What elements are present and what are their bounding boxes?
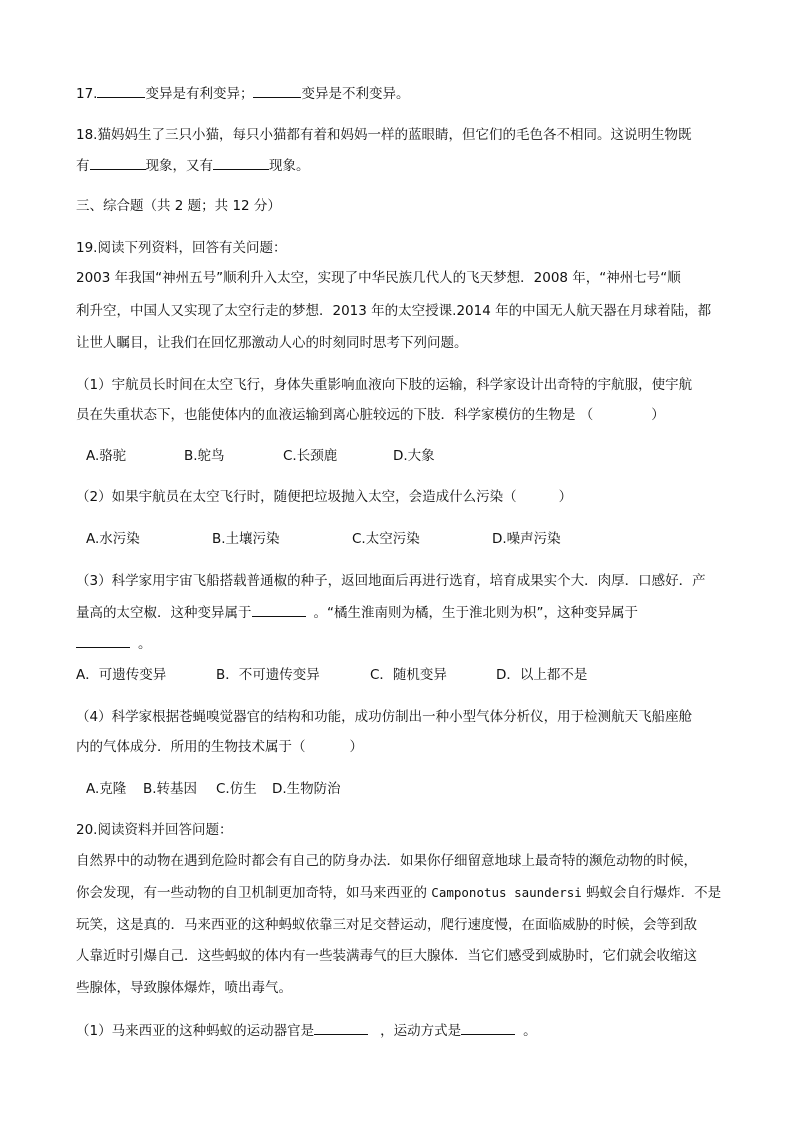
question-18-line2 [76, 155, 310, 176]
question-17 [76, 83, 409, 104]
question-text: 员在失重状态下，也能使体内的血液运输到离心脏较远的下肢．科学家模仿的生物是 （ [76, 407, 594, 423]
answer-blank[interactable] [97, 83, 145, 98]
material-paragraph-line: 些腺体，导致腺体爆炸，喷出毒气。 [76, 980, 292, 996]
material-paragraph-line: 人靠近时引爆自己．这些蚂蚁的体内有一些装满毒气的巨大腺体．当它们感受到威胁时，它们就会收缩这 [76, 948, 697, 964]
material-paragraph-line [76, 883, 721, 903]
question-text: （2）如果宇航员在太空飞行时，随便把垃圾抛入太空，会造成什么污染（ [76, 489, 517, 505]
option-b[interactable]: B.土壤污染 [212, 531, 280, 547]
material-paragraph-line: 自然界中的动物在遇到危险时都会有自己的防身办法．如果你仔细留意地球上最奇特的濒危动物的时候， [76, 853, 697, 869]
material-paragraph-line: 让世人瞩目，让我们在回忆那激动人心的时刻同时思考下列问题。 [76, 335, 468, 351]
question-text: 变异是不利变异。 [301, 86, 410, 102]
material-paragraph-line: 利升空，中国人又实现了太空行走的梦想．2013 年的太空授课.2014 年的中国无人航天器在月球着陆，都 [76, 303, 712, 319]
option-c[interactable]: C.太空污染 [352, 531, 420, 547]
question-20-sub1 [76, 1020, 537, 1041]
paren-close: ） [558, 489, 573, 505]
subquestion-1-line1: （1）宇航员长时间在太空飞行，身体失重影响血液向下肢的运输，科学家设计出奇特的宇航服，使宇航 [76, 377, 693, 393]
subquestion-4-line2 [76, 737, 363, 757]
question-text: 现象。 [269, 158, 310, 174]
species-name: Camponotus saundersi [431, 885, 582, 900]
paren-close: ） [349, 739, 363, 755]
material-paragraph-line: 2003 年我国“神州五号”顺利升入太空，实现了中华民族几代人的飞天梦想．2008 年，“神州七号“顺 [76, 270, 681, 286]
question-text: 。 [523, 1023, 537, 1039]
subquestion-3-line2 [76, 602, 638, 623]
option-b[interactable]: B.转基因 [143, 781, 198, 797]
answer-blank[interactable] [76, 633, 130, 648]
option-c[interactable]: C.仿生 [216, 781, 257, 797]
subquestion-4-line1: （4）科学家根据苍蝇嗅觉器官的结构和功能，成功仿制出一种小型气体分析仪，用于检测航天飞船座舱 [76, 709, 693, 725]
answer-blank[interactable] [314, 1020, 368, 1035]
question-text: 现象，又有 [145, 158, 213, 174]
question-text: ，运动方式是 [380, 1023, 462, 1039]
subquestion-3-line1: （3）科学家用宇宙飞船搭载普通椒的种子，返回地面后再进行选育，培育成果实个大．肉厚．口感好．产 [76, 573, 706, 589]
option-a[interactable]: A.骆驼 [86, 448, 127, 464]
option-a[interactable]: A.水污染 [86, 531, 140, 547]
section-heading: 三、综合题（共 2 题；共 12 分） [76, 198, 281, 214]
answer-blank[interactable] [461, 1020, 515, 1035]
question-18-line1: 18.猫妈妈生了三只小猫，每只小猫都有着和妈妈一样的蓝眼睛，但它们的毛色各不相同。这说明生物既 [76, 127, 692, 143]
material-paragraph-line: 玩笑，这是真的．马来西亚的这种蚂蚁依靠三对足交替运动，爬行速度慢，在面临威胁的时候，会等到敌 [76, 917, 697, 933]
subquestion-2-line1 [76, 487, 572, 507]
answer-blank[interactable] [253, 83, 301, 98]
subquestion-3-line3 [76, 633, 152, 654]
question-text: 。 [138, 636, 152, 652]
subquestion-1-line2 [76, 405, 665, 425]
question-20-title: 20.阅读资料并回答问题： [76, 822, 233, 838]
option-c[interactable]: C．随机变异 [370, 667, 447, 683]
option-d[interactable]: D.噪声污染 [492, 531, 561, 547]
answer-blank[interactable] [90, 155, 146, 170]
option-b[interactable]: B.鸵鸟 [184, 448, 225, 464]
material-text: 你会发现，有一些动物的自卫机制更加奇特，如马来西亚的 [76, 885, 432, 901]
question-text: 变异是有利变异； [145, 86, 254, 102]
option-a[interactable]: A．可遗传变异 [76, 667, 167, 683]
question-text: （1）马来西亚的这种蚂蚁的运动器官是 [76, 1023, 315, 1039]
option-d[interactable]: D．以上都不是 [496, 667, 588, 683]
option-a[interactable]: A.克隆 [86, 781, 127, 797]
material-text: 蚂蚁会自行爆炸．不是 [581, 885, 722, 901]
option-c[interactable]: C.长颈鹿 [283, 448, 338, 464]
question-text: 。“橘生淮南则为橘，生于淮北则为枳”，这种变异属于 [313, 605, 638, 621]
question-text: 内的气体成分．所用的生物技术属于（ [76, 739, 306, 755]
answer-blank[interactable] [213, 155, 269, 170]
question-text: 有 [76, 158, 90, 174]
answer-blank[interactable] [252, 602, 306, 617]
option-d[interactable]: D.生物防治 [272, 781, 341, 797]
option-b[interactable]: B．不可遗传变异 [216, 667, 320, 683]
question-text: 量高的太空椒．这种变异属于 [76, 605, 252, 621]
question-19-title: 19.阅读下列资料，回答有关问题： [76, 240, 287, 256]
paren-close: ） [651, 407, 665, 423]
option-d[interactable]: D.大象 [393, 448, 435, 464]
question-number: 17. [76, 86, 98, 102]
